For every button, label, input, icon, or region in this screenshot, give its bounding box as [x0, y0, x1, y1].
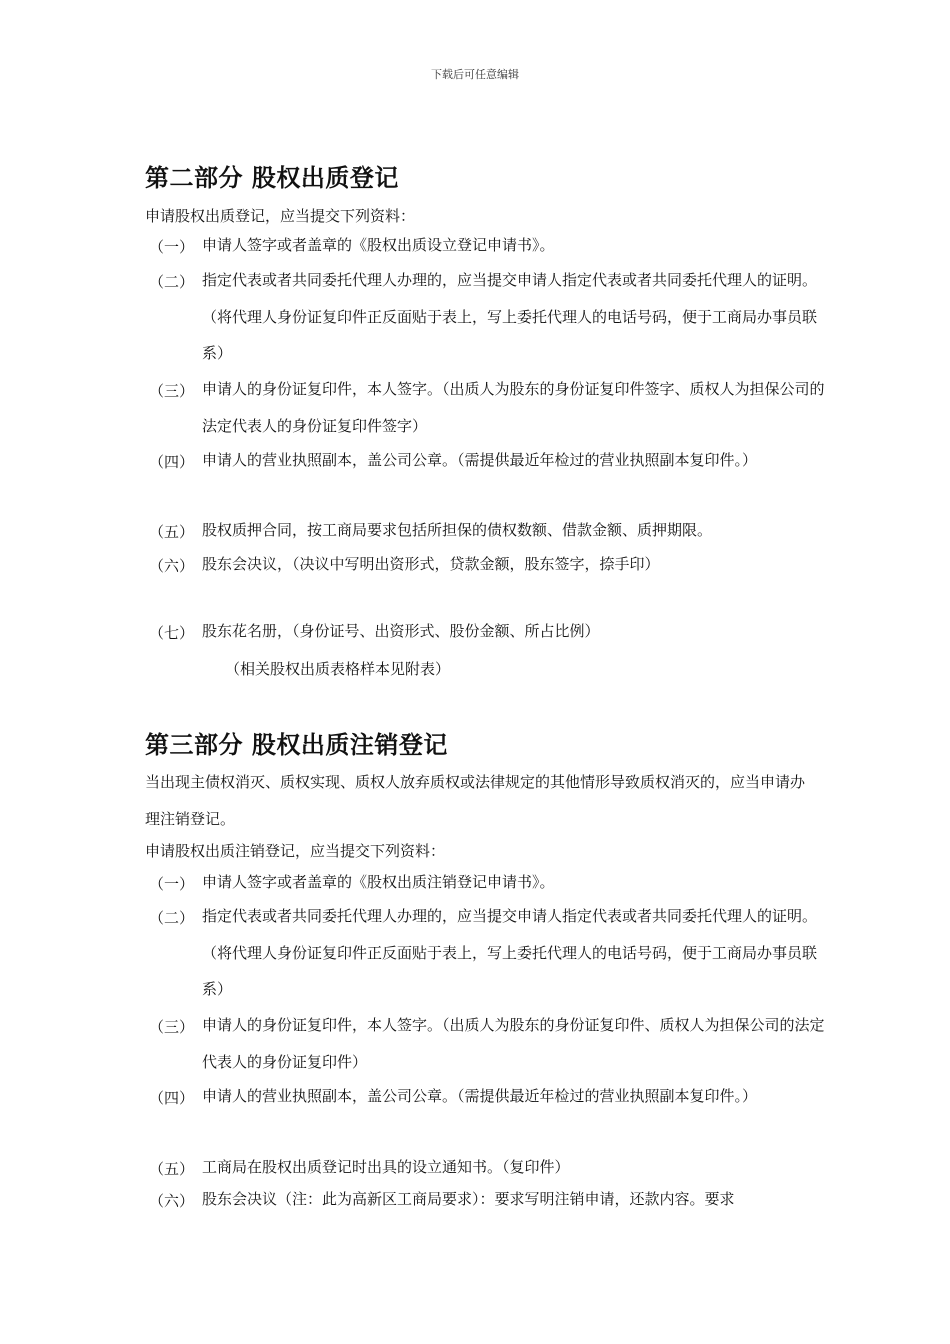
section-title-part2: 第二部分 股权出质登记 [145, 164, 399, 192]
part3-item-4 [145, 1087, 825, 1115]
item-number: （二） [149, 909, 195, 927]
part2-intro: 申请股权出质登记，应当提交下列资料： [145, 207, 416, 225]
item-number: （六） [149, 557, 195, 575]
item-number: （一） [149, 238, 195, 256]
part2-item-6 [145, 555, 825, 583]
part3-paragraph: 当出现主债权消灭、质权实现、质权人放弃质权或法律规定的其他情形导致质权消灭的，应当申请办理注销登记。 [145, 773, 806, 828]
item-text: 股东会决议（注：此为高新区工商局要求）：要求写明注销申请，还款内容。要求 [202, 1190, 735, 1208]
item-text: 申请人签字或者盖章的《股权出质设立登记申请书》。 [202, 236, 555, 254]
part3-intro: 申请股权出质注销登记，应当提交下列资料： [145, 842, 446, 860]
part3-item-6 [145, 1190, 825, 1218]
part2-item-5 [145, 521, 825, 549]
part2-item-3 [145, 380, 825, 444]
item-text: 股权质押合同，按工商局要求包括所担保的债权数额、借款金额、质押期限。 [202, 521, 713, 539]
part2-item-4 [145, 451, 825, 479]
item-text: 指定代表或者共同委托代理人办理的，应当提交申请人指定代表或者共同委托代理人的证明。（将代理人身份证复印件正反面贴于表上，写上委托代理人的电话号码，便于工商局办事员联系） [202, 907, 818, 998]
item-number: （四） [149, 453, 195, 471]
item-number: （四） [149, 1089, 195, 1107]
item-text: 申请人的身份证复印件，本人签字。（出质人为股东的身份证复印件签字、质权人为担保公司的法定代表人的身份证复印件签字） [202, 380, 825, 435]
item-number: （一） [149, 875, 195, 893]
part2-item-2 [145, 271, 825, 372]
item-text: 申请人的营业执照副本，盖公司公章。（需提供最近年检过的营业执照副本复印件。） [202, 451, 758, 469]
item-number: （五） [149, 1160, 195, 1178]
item-number: （七） [149, 624, 195, 642]
item-text: 申请人签字或者盖章的《股权出质注销登记申请书》。 [202, 873, 555, 891]
item-text: 工商局在股权出质登记时出具的设立通知书。（复印件） [202, 1158, 570, 1176]
section-title-part3: 第三部分 股权出质注销登记 [145, 731, 448, 759]
item-text: 股东花名册，（身份证号、出资形式、股份金额、所占比例） [202, 622, 600, 640]
part2-item-1 [145, 236, 825, 264]
item-number: （二） [149, 273, 195, 291]
item-text: 申请人的营业执照副本，盖公司公章。（需提供最近年检过的营业执照副本复印件。） [202, 1087, 758, 1105]
item-number: （五） [149, 523, 195, 541]
part3-item-3 [145, 1016, 825, 1080]
part2-item-7 [145, 622, 825, 650]
item-number: （三） [149, 382, 195, 400]
item-text: 指定代表或者共同委托代理人办理的，应当提交申请人指定代表或者共同委托代理人的证明。（将代理人身份证复印件正反面贴于表上，写上委托代理人的电话号码，便于工商局办事员联系） [202, 271, 818, 362]
part3-item-2 [145, 907, 825, 1008]
item-text: 申请人的身份证复印件，本人签字。（出质人为股东的身份证复印件、质权人为担保公司的法定代表人的身份证复印件） [202, 1016, 825, 1071]
item-number: （六） [149, 1192, 195, 1210]
part2-appendix-note: （相关股权出质表格样本见附表） [225, 660, 451, 678]
part3-item-1 [145, 873, 825, 901]
item-number: （三） [149, 1018, 195, 1036]
header-note: 下载后可任意编辑 [431, 68, 519, 81]
item-text: 股东会决议，（决议中写明出资形式，贷款金额，股东签字，捺手印） [202, 555, 660, 573]
